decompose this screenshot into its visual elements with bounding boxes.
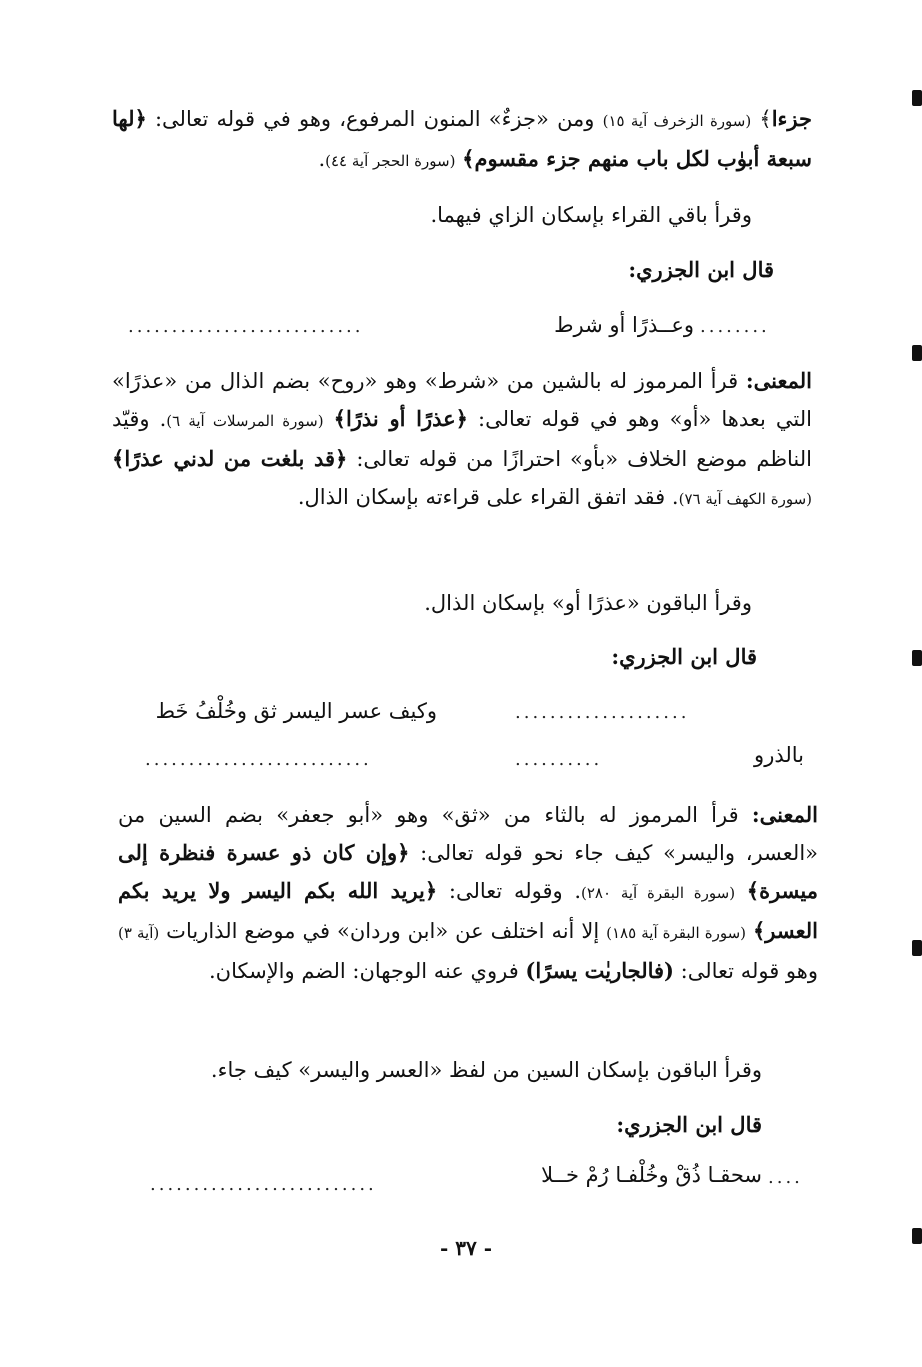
verse-dots: ........................... — [128, 316, 364, 337]
verse-dots: .......... — [515, 749, 603, 770]
verse-dots: ........ — [700, 316, 770, 337]
quran-quote: قد بلغت من لدني عذرًا — [124, 446, 336, 471]
page-number: - ٣٧ - — [440, 1236, 493, 1260]
paragraph-remaining-readers: وقرأ الباقون بإسكان السين من لفظ «العسر واليسر» كيف جاء. — [210, 1058, 762, 1082]
scan-edge-mark — [912, 650, 922, 666]
quran-quote: عذرًا أو نذرًا — [345, 406, 456, 431]
text: . فقد اتفق القراء على قراءته بإسكان الذال. — [297, 485, 679, 509]
reference: (آية ٣) — [118, 924, 160, 942]
verse-dots: .................... — [515, 702, 690, 723]
text: ومن «جزءٌ» المنون المرفوع، وهو في قوله تعالى: — [146, 107, 603, 131]
verse-text: سحقـا ذُقْ وخُلْفـا رُمْ خــلا — [541, 1163, 762, 1187]
text: إلا أنه اختلف عن «ابن وردان» في موضع الذاريات — [159, 919, 607, 943]
section-heading: قال ابن الجزري: — [628, 257, 774, 282]
scan-edge-mark — [912, 940, 922, 956]
verse-text: وعــذرًا أو شرط — [554, 313, 694, 337]
verse-text: بالذرو — [754, 743, 804, 767]
reference: (سورة المرسلات آية ٦) — [166, 412, 324, 430]
verse-text: وكيف عسر اليسر ثق وخُلْفُ خَط — [155, 699, 437, 723]
verse-dots: .......................... — [150, 1174, 377, 1195]
verse-dots: .... — [768, 1167, 803, 1188]
quran-quote: يريد الله بكم اليسر ولا يريد بكم العسر — [118, 878, 818, 943]
verse-dots: .......................... — [145, 749, 372, 770]
paragraph-remaining-readers: وقرأ باقي القراء بإسكان الزاي فيهما. — [430, 203, 752, 227]
paragraph-meaning: المعنى: قرأ المرموز له بالثاء من «ثق» وهو «أبو جعفر» بضم السين من «العسر، واليسر» كيف جاء نحو قوله تعالى: ﴿وإن كان ذو عسرة فنظرة إلى ميسرة﴾ (سورة البقرة آية ٢٨٠). وقوله تعالى: ﴿يريد الله بكم اليسر ولا يريد بكم العسر﴾ (سورة البقرة آية ١٨٥) إلا أنه اختلف عن «ابن وردان» في موضع الذاريات (آية ٣) وهو قوله تعالى: (فالجاريٰت يسرًا) فروي عنه الوجهان: الضم والإسكان. — [118, 802, 819, 983]
text: قرأ المرموز له بالثاء من «ثق» وهو «أبو جعفر» بضم السين من «العسر، واليسر» كيف جاء نحو قوله تعالى: — [118, 803, 819, 865]
reference: (سورة البقرة آية ٢٨٠) — [581, 884, 736, 902]
quran-quote: (فالجاريٰت يسرًا) — [525, 958, 674, 983]
text: قرأ المرموز له بالشين من «شرط» وهو «روح» بضم الذال من «عذرًا» التي بعدها «أو» وهو في قوله تعالى: — [112, 369, 812, 431]
scan-edge-mark — [912, 1228, 922, 1244]
reference: (سورة البقرة آية ١٨٥) — [606, 924, 746, 942]
text: وهو قوله تعالى: — [674, 959, 818, 983]
text: فروي عنه الوجهان: الضم والإسكان. — [209, 959, 526, 983]
quran-quote: لها سبعة أبوٰب لكل باب منهم جزء مقسوم — [112, 106, 812, 171]
reference: (سورة الحجر آية ٤٤) — [325, 152, 456, 170]
scan-edge-mark — [912, 90, 922, 106]
quran-quote: وإن كان ذو عسرة فنظرة إلى ميسرة — [118, 840, 818, 903]
paragraph-meaning: المعنى: قرأ المرموز له بالشين من «شرط» وهو «روح» بضم الذال من «عذرًا» التي بعدها «أو» وهو في قوله تعالى: ﴿عذرًا أو نذرًا﴾ (سورة المرسلات آية ٦). وقيّد الناظم موضع الخلاف «بأو» احترازًا من قوله تعالى: ﴿قد بلغت من لدني عذرًا﴾ (سورة الكهف آية ٧٦). فقد اتفق القراء على قراءته بإسكان الذال. — [112, 368, 813, 509]
reference: (سورة الكهف آية ٧٦) — [678, 490, 812, 508]
meaning-label: المعنى: — [745, 368, 812, 393]
quran-word: جزءا — [771, 106, 812, 131]
paragraph-continuation: جزءا﴾ (سورة الزخرف آية ١٥) ومن «جزءٌ» المنون المرفوع، وهو في قوله تعالى: ﴿لها سبعة أبوٰب لكل باب منهم جزء مقسوم﴾ (سورة الحجر آية ٤٤). — [112, 106, 812, 171]
text: . وقيّد الناظم موضع الخلاف «بأو» احترازًا من قوله تعالى: — [112, 407, 813, 471]
paragraph-remaining-readers: وقرأ الباقون «عذرًا أو» بإسكان الذال. — [424, 591, 752, 615]
text: . وقوله تعالى: — [437, 879, 582, 903]
section-heading: قال ابن الجزري: — [616, 1112, 762, 1137]
scan-edge-mark — [912, 345, 922, 361]
section-heading: قال ابن الجزري: — [611, 644, 757, 669]
reference: (سورة الزخرف آية ١٥) — [602, 112, 752, 130]
meaning-label: المعنى: — [751, 802, 818, 827]
